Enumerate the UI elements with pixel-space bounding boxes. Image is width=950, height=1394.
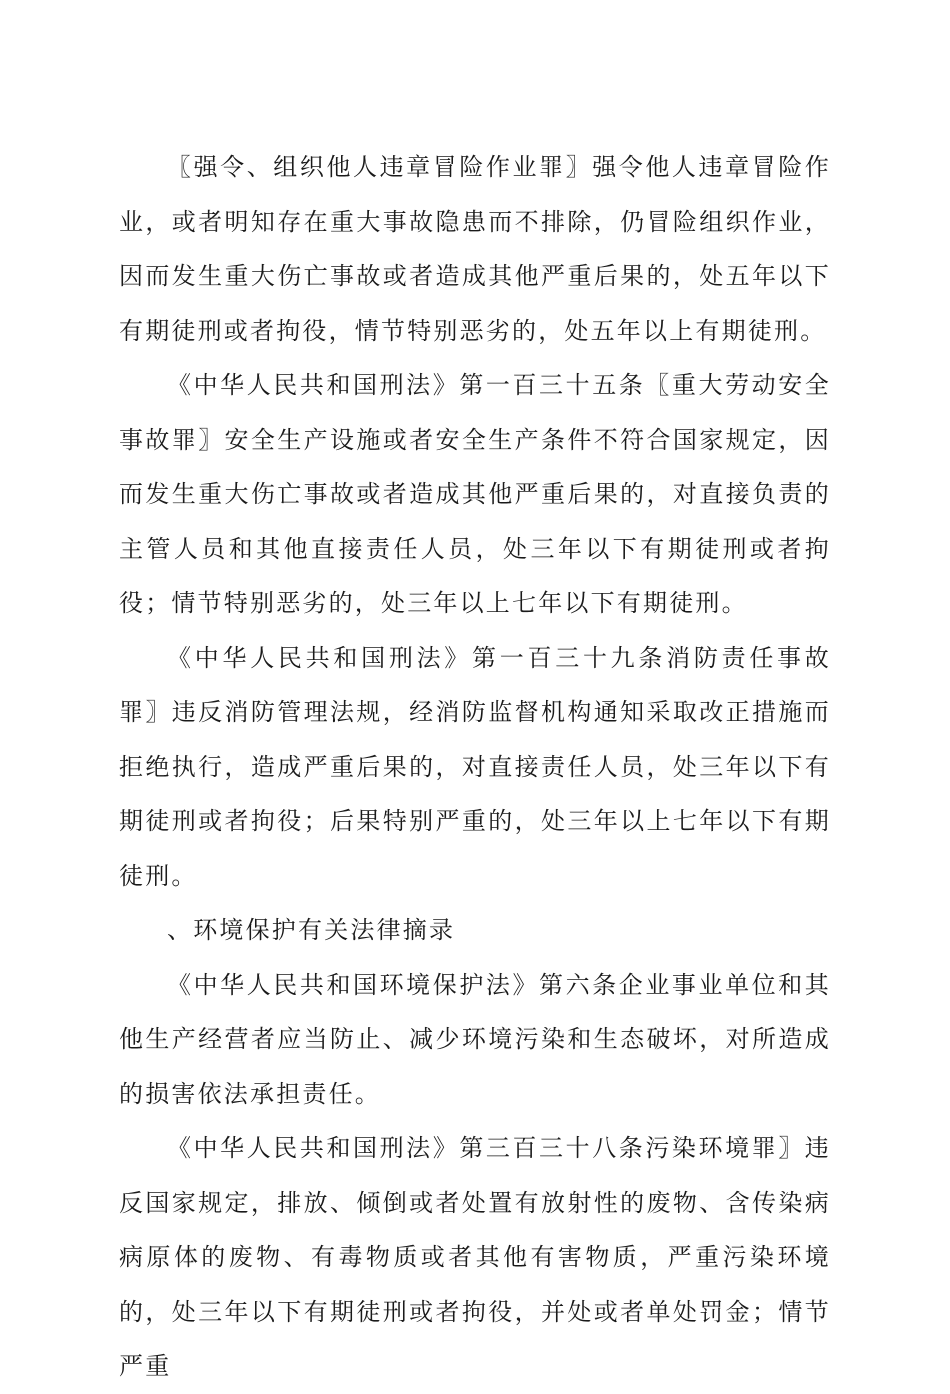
- paragraph-article-338: 《中华人民共和国刑法》第三百三十八条污染环境罪〗违反国家规定，排放、倾倒或者处置有放射性的废物、含传染病病原体的废物、有毒物质或者其他有害物质，严重污染环境的，处三年以下有期徒刑或者拘役，并处或者单处罚金；情节严重: [119, 1134, 831, 1380]
- document-body: [119, 140, 831, 1394]
- paragraph-article-135: 《中华人民共和国刑法》第一百三十五条〖重大劳动安全事故罪〗安全生产设施或者安全生产条件不符合国家规定，因而发生重大伤亡事故或者造成其他严重后果的，对直接负责的主管人员和其他直接责任人员，处三年以下有期徒刑或者拘役；情节特别恶劣的，处三年以上七年以下有期徒刑。: [119, 371, 831, 617]
- paragraph-crime-forced-risky-operation: 〖强令、组织他人违章冒险作业罪〗强令他人违章冒险作业，或者明知存在重大事故隐患而不排除，仍冒险组织作业，因而发生重大伤亡事故或者造成其他严重后果的，处五年以下有期徒刑或者拘役，情节特别恶劣的，处五年以上有期徒刑。: [119, 153, 831, 345]
- paragraph-article-139: 《中华人民共和国刑法》第一百三十九条消防责任事故罪〗违反消防管理法规，经消防监督机构通知采取改正措施而拒绝执行，造成严重后果的，对直接责任人员，处三年以下有期徒刑或者拘役；后果特别严重的，处三年以上七年以下有期徒刑。: [119, 643, 831, 890]
- paragraph-environmental-protection-article-6: 《中华人民共和国环境保护法》第六条企业事业单位和其他生产经营者应当防止、减少环境污染和生态破坏，对所造成的损害依法承担责任。: [119, 970, 831, 1108]
- section-heading-environmental-law: 、环境保护有关法律摘录: [167, 916, 456, 944]
